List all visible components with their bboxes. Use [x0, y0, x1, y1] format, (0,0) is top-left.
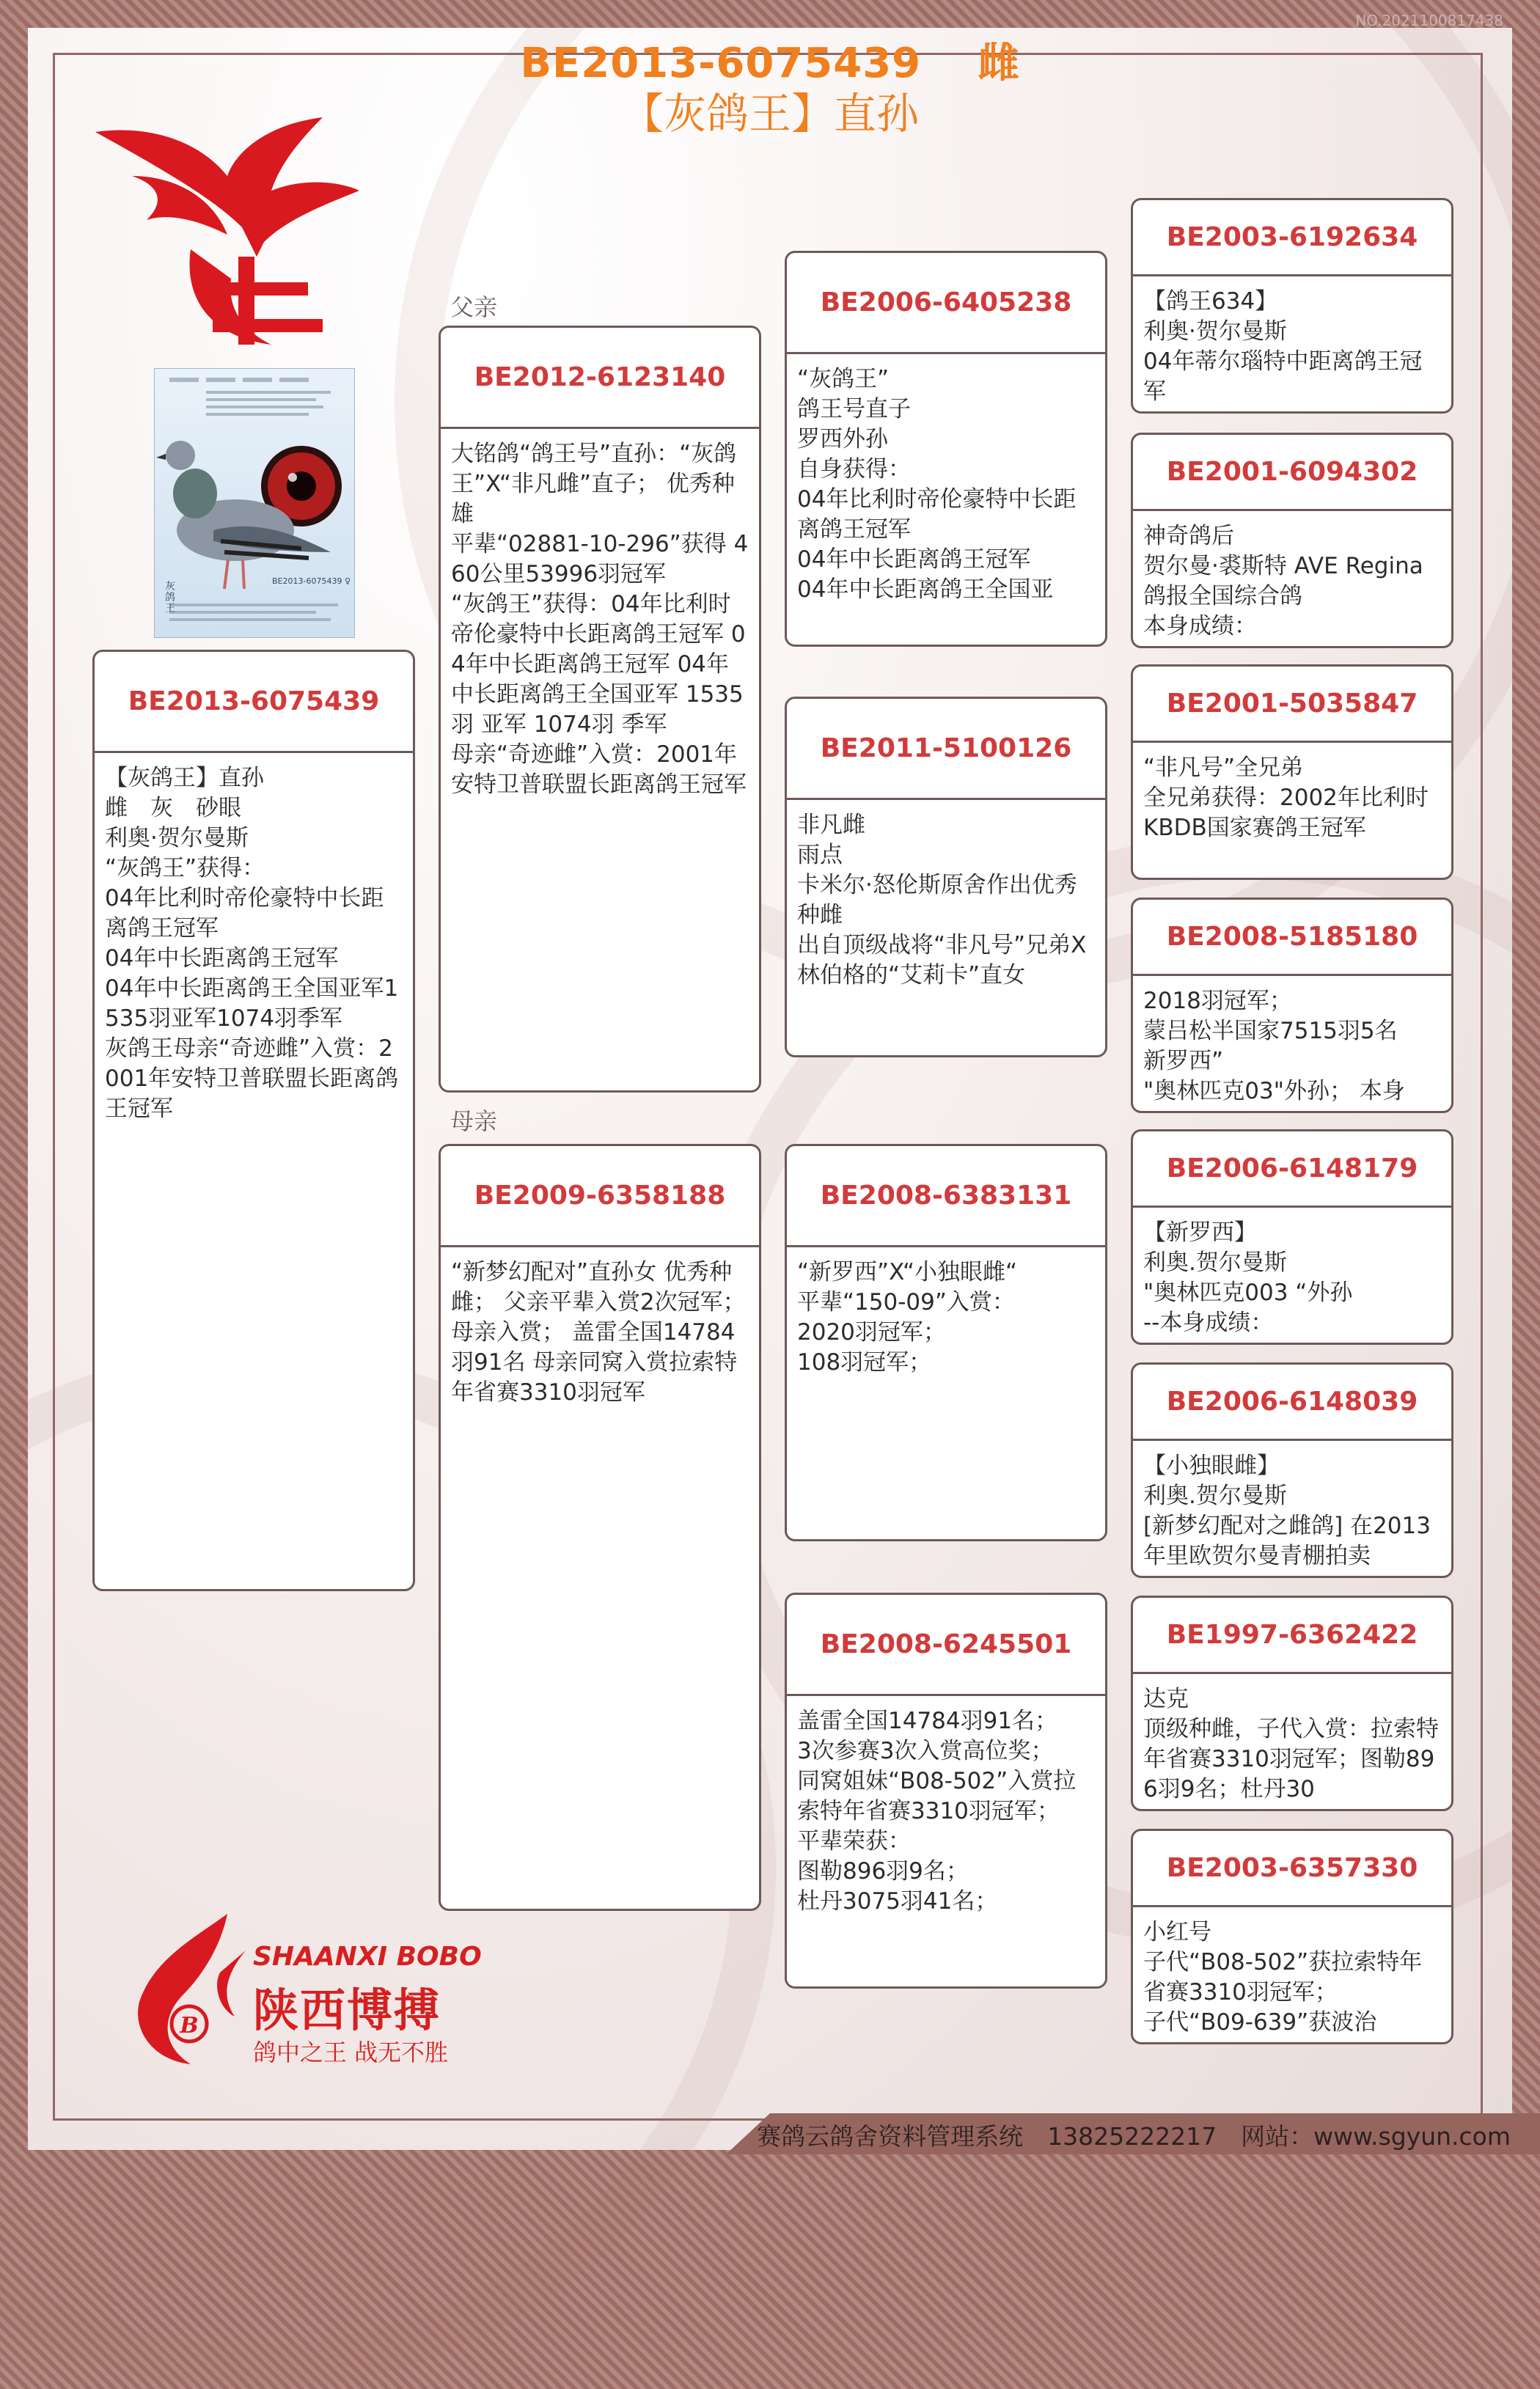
grandparent-card [785, 251, 1107, 647]
mother-info: “新梦幻配对”直孙女 优秀种雌； 父亲平辈入赏2次冠军； 母亲入赏； 盖雷全国14784羽91名 母亲同窝入赏拉索特年省赛3310羽冠军 [451, 1259, 753, 1406]
great-grandparent-card [1131, 1129, 1453, 1345]
brand-chinese: 陕西博搏 [253, 1984, 441, 2037]
great-grandparent-ring: BE2008-5185180 [1133, 900, 1451, 976]
brand-logo-icon [110, 1907, 257, 2068]
grandparent-card [785, 1144, 1107, 1541]
grandparent-ring: BE2006-6405238 [787, 253, 1105, 354]
great-grandparent-info: “非凡号”全兄弟 全兄弟获得：2002年比利时 KBDB国家赛鸽王冠军 [1143, 755, 1429, 841]
grandparent-card [785, 697, 1107, 1057]
great-grandparent-card [1131, 433, 1453, 648]
great-grandparent-info: 达克 顶级种雌，子代入赏：拉索特年省赛3310羽冠军；图勒896羽9名；杜丹30 [1143, 1686, 1439, 1802]
great-grandparent-card [1131, 1362, 1453, 1578]
great-grandparent-card [1131, 664, 1453, 880]
mother-label: 母亲 [450, 1107, 498, 1135]
grandparent-info: “灰鸽王” 鸽王号直子 罗西外孙 自身获得： 04年比利时帝伦豪特中长距离鸽王冠军 04年中长距离鸽王冠军 04年中长距离鸽王全国亚 [797, 366, 1077, 603]
grandparent-ring: BE2008-6245501 [787, 1595, 1105, 1696]
great-grandparent-ring: BE2001-5035847 [1133, 667, 1451, 743]
great-grandparent-info: 【鸽王634】 利奥·贺尔曼斯 04年蒂尔瑙特中距离鸽王冠军 [1143, 288, 1423, 405]
father-info: 大铭鸽“鸽王号”直孙：“灰鸽王”X“非凡雌”直子； 优秀种雄 平辈“02881-10-296”获得 460公里53996羽冠军 “灰鸽王”获得：04年比利时帝伦豪特中长距离鸽王冠军 04年中长距离鸽王冠军 04年中长距离鸽王全国亚军 1535羽 亚军 1074羽 季军 母亲“奇迹雌”入赏：2001年安特卫普联盟长距离鸽王冠军 [451, 441, 749, 798]
photo-side-text: 灰鸽王 [165, 581, 175, 614]
great-grandparent-card [1131, 1829, 1453, 2044]
great-grandparent-ring: BE2001-6094302 [1133, 435, 1451, 511]
great-grandparent-card [1131, 198, 1453, 414]
serial-number: NO.2021100817438 [1355, 12, 1503, 29]
subject-info: 【灰鸽王】直孙 雌 灰 砂眼 利奥·贺尔曼斯 “灰鸽王”获得： 04年比利时帝伦豪特中长距离鸽王冠军 04年中长距离鸽王冠军 04年中长距离鸽王全国亚军1535羽亚军1074羽季军 灰鸽王母亲“奇迹雌”入赏：2001年安特卫普联盟长距离鸽王冠军 [105, 765, 399, 1122]
father-label: 父亲 [450, 293, 498, 321]
mother-card [439, 1144, 761, 1911]
grandparent-ring: BE2011-5100126 [787, 699, 1105, 800]
great-grandparent-info: 【新罗西】 利奥.贺尔曼斯 "奥林匹克003 “外孙 --本身成绩： [1143, 1219, 1353, 1336]
grandparent-info: “新罗西”X“小独眼雌“ 平辈“150-09”入赏： 2020羽冠军； 108羽冠军； [797, 1259, 1018, 1376]
mother-ring: BE2009-6358188 [441, 1146, 759, 1247]
great-grandparent-card [1131, 898, 1453, 1113]
great-grandparent-ring: BE2003-6357330 [1133, 1831, 1451, 1907]
grandparent-card [785, 1593, 1107, 1989]
phoenix-logo [88, 110, 367, 359]
subject-card [92, 650, 415, 1591]
father-ring: BE2012-6123140 [441, 328, 759, 429]
grandparent-info: 非凡雌 雨点 卡米尔·怒伦斯原舍作出优秀种雌 出自顶级战将“非凡号”兄弟X林伯格的“艾莉卡”直女 [797, 812, 1087, 988]
great-grandparent-ring: BE2003-6192634 [1133, 200, 1451, 276]
great-grandparent-info: 【小独眼雌】 利奥.贺尔曼斯 [新梦幻配对之雌鸽] 在2013年里欧贺尔曼青棚拍卖 [1143, 1453, 1431, 1569]
great-grandparent-info: 小红号 子代“B08-502”获拉索特年省赛3310羽冠军； 子代“B09-639”获波治 [1143, 1919, 1423, 2036]
great-grandparent-info: 2018羽冠军； 蒙吕松半国家7515羽5名 新罗西” "奥林匹克03"外孙； 本身 [1143, 988, 1405, 1104]
great-grandparent-ring: BE2006-6148179 [1133, 1131, 1451, 1208]
great-grandparent-ring: BE2006-6148039 [1133, 1365, 1451, 1441]
subject-ring: BE2013-6075439 [95, 652, 413, 753]
pigeon-photo [154, 368, 355, 638]
great-grandparent-ring: BE1997-6362422 [1133, 1598, 1451, 1674]
great-grandparent-card [1131, 1596, 1453, 1811]
brand-slogan: 鸽中之王 战无不胜 [253, 2038, 449, 2066]
grandparent-ring: BE2008-6383131 [787, 1146, 1105, 1247]
grandparent-info: 盖雷全国14784羽91名； 3次参赛3次入赏高位奖； 同窝姐妹“B08-502”入赏拉索特年省赛3310羽冠军； 平辈荣获： 图勒896羽9名； 杜丹3075羽41名； [797, 1708, 1077, 1915]
great-grandparent-info: 神奇鸽后 贺尔曼·裘斯特 AVE Regina鸽报全国综合鸽 本身成绩： [1143, 523, 1423, 639]
father-card [439, 326, 761, 1093]
photo-caption: BE2013-6075439 ♀ [272, 576, 351, 586]
page-title: BE2013-6075439 雌 [520, 40, 1020, 87]
brand-logo-letter: B [180, 2013, 199, 2038]
page-subtitle: 【灰鸽王】直孙 [620, 89, 919, 139]
brand-english: SHAANXI BOBO [253, 1942, 482, 1972]
footer-text: 赛鸽云鸽舍资料管理系统 13825222217 网站：www.sgyun.com [757, 2122, 1511, 2151]
